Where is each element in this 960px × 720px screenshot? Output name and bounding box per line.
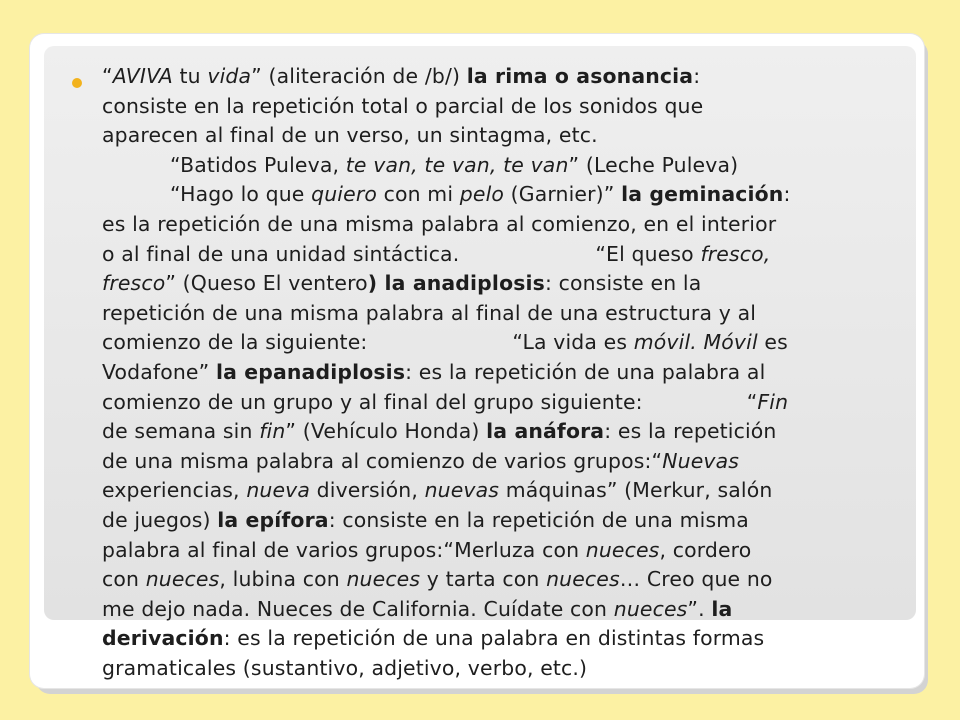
text-line (102, 121, 902, 151)
text-line (102, 506, 902, 536)
text-segment: Vodafone” (102, 359, 216, 384)
text-line (102, 328, 902, 358)
text-line (102, 180, 902, 210)
term-bold: la geminación (621, 182, 784, 207)
text-segment: : (693, 64, 701, 88)
text-segment: o al final de una unidad sintáctica. (102, 241, 460, 266)
text-segment: , lubina con (219, 567, 347, 592)
text-line (102, 595, 902, 625)
text-segment: , cordero (659, 537, 752, 562)
term-bold: la epanadiplosis (215, 359, 406, 384)
example-italic: nueces (613, 596, 688, 621)
text-line (102, 62, 902, 92)
example-italic: pelo (459, 182, 505, 207)
example-italic: nueces (585, 537, 660, 562)
text-segment: (Garnier)” (504, 182, 622, 207)
text-segment: “Hago lo que (170, 182, 312, 207)
text-segment: “ (102, 64, 113, 88)
text-line (102, 240, 902, 270)
text-segment: gramaticales (sustantivo, adjetivo, verbo, etc.) (102, 655, 588, 680)
text-segment: comienzo de la siguiente: (102, 330, 368, 355)
text-segment: “ (746, 389, 758, 414)
text-line (102, 476, 902, 506)
term-bold: derivación (102, 626, 224, 651)
text-segment: tu (172, 64, 208, 88)
text-segment: “La vida es (512, 330, 634, 355)
text-segment: ”. (687, 596, 712, 621)
term-bold: la epífora (217, 507, 329, 532)
example-italic: fin (259, 419, 286, 444)
text-segment: consiste en la repetición total o parcial de los sonidos que (102, 93, 704, 118)
text-line (102, 565, 902, 595)
example-italic: Fin (757, 389, 789, 414)
example-italic: quiero (311, 182, 377, 207)
text-line (102, 299, 902, 329)
text-line (102, 269, 902, 299)
text-segment: aparecen al final de un verso, un sintagma, etc. (102, 123, 598, 148)
example-italic: fresco, (700, 241, 771, 266)
example-italic: vida (207, 64, 252, 88)
text-segment: : (783, 182, 791, 207)
text-segment: experiencias, (102, 478, 247, 503)
text-segment: ” (Leche Puleva) (568, 152, 739, 177)
text-segment: comienzo de un grupo y al final del grupo siguiente: (102, 389, 643, 414)
text-segment: con (102, 567, 146, 592)
text-segment: palabra al final de varios grupos:“Merluza con (102, 537, 586, 562)
text-line (102, 447, 902, 477)
text-line (102, 417, 902, 447)
text-line (102, 151, 902, 181)
text-segment: con mi (376, 182, 460, 207)
text-segment: “Batidos Puleva, (170, 152, 346, 177)
slide-body-text (102, 62, 902, 683)
text-segment: “El queso (595, 241, 701, 266)
text-segment: ” (Queso El ventero (165, 271, 368, 296)
text-segment: : es la repetición de una palabra en distintas formas (223, 626, 765, 651)
text-line (102, 358, 902, 388)
text-segment: de una misma palabra al comienzo de varios grupos:“ (102, 448, 663, 473)
text-line (102, 624, 902, 654)
text-segment: ” (Vehículo Honda) (285, 419, 487, 444)
term-bold: la (711, 596, 733, 621)
text-segment: : consiste en la repetición de una misma (328, 507, 749, 532)
text-segment: me dejo nada. Nueces de California. Cuídate con (102, 596, 614, 621)
text-segment: es (757, 330, 788, 355)
text-line (102, 210, 902, 240)
text-segment: : consiste en la (544, 271, 702, 296)
example-italic: móvil. Móvil (633, 330, 758, 355)
text-segment: máquinas” (Merkur, salón (499, 478, 773, 503)
text-segment: : es la repetición de una palabra al (405, 359, 766, 384)
term-bold: ) la anadiplosis (367, 271, 545, 296)
term-bold: la rima o asonancia (466, 64, 694, 88)
text-segment: … Creo que no (619, 567, 773, 592)
text-segment: : es la repetición (604, 419, 777, 444)
example-italic: nueces (546, 567, 620, 592)
text-segment: diversión, (310, 478, 425, 503)
example-italic: Nuevas (662, 448, 740, 473)
text-segment: de juegos) (102, 507, 218, 532)
text-line (102, 654, 902, 684)
text-line (102, 92, 902, 122)
example-italic: AVIVA (112, 64, 173, 88)
example-italic: nuevas (424, 478, 500, 503)
text-segment: es la repetición de una misma palabra al comienzo, en el interior (102, 211, 777, 236)
text-line (102, 388, 902, 418)
example-italic: nueces (145, 567, 220, 592)
term-bold: la anáfora (486, 419, 605, 444)
text-segment: de semana sin (102, 419, 260, 444)
example-italic: fresco (102, 271, 166, 296)
bullet-icon (72, 78, 82, 88)
example-italic: nueva (246, 478, 311, 503)
example-italic: nueces (346, 567, 421, 592)
text-segment: y tarta con (420, 567, 547, 592)
text-segment: repetición de una misma palabra al final de una estructura y al (102, 300, 757, 325)
text-segment: ” (aliteración de /b/) (251, 64, 467, 88)
example-italic: te van, te van, te van (345, 152, 569, 177)
text-line (102, 536, 902, 566)
